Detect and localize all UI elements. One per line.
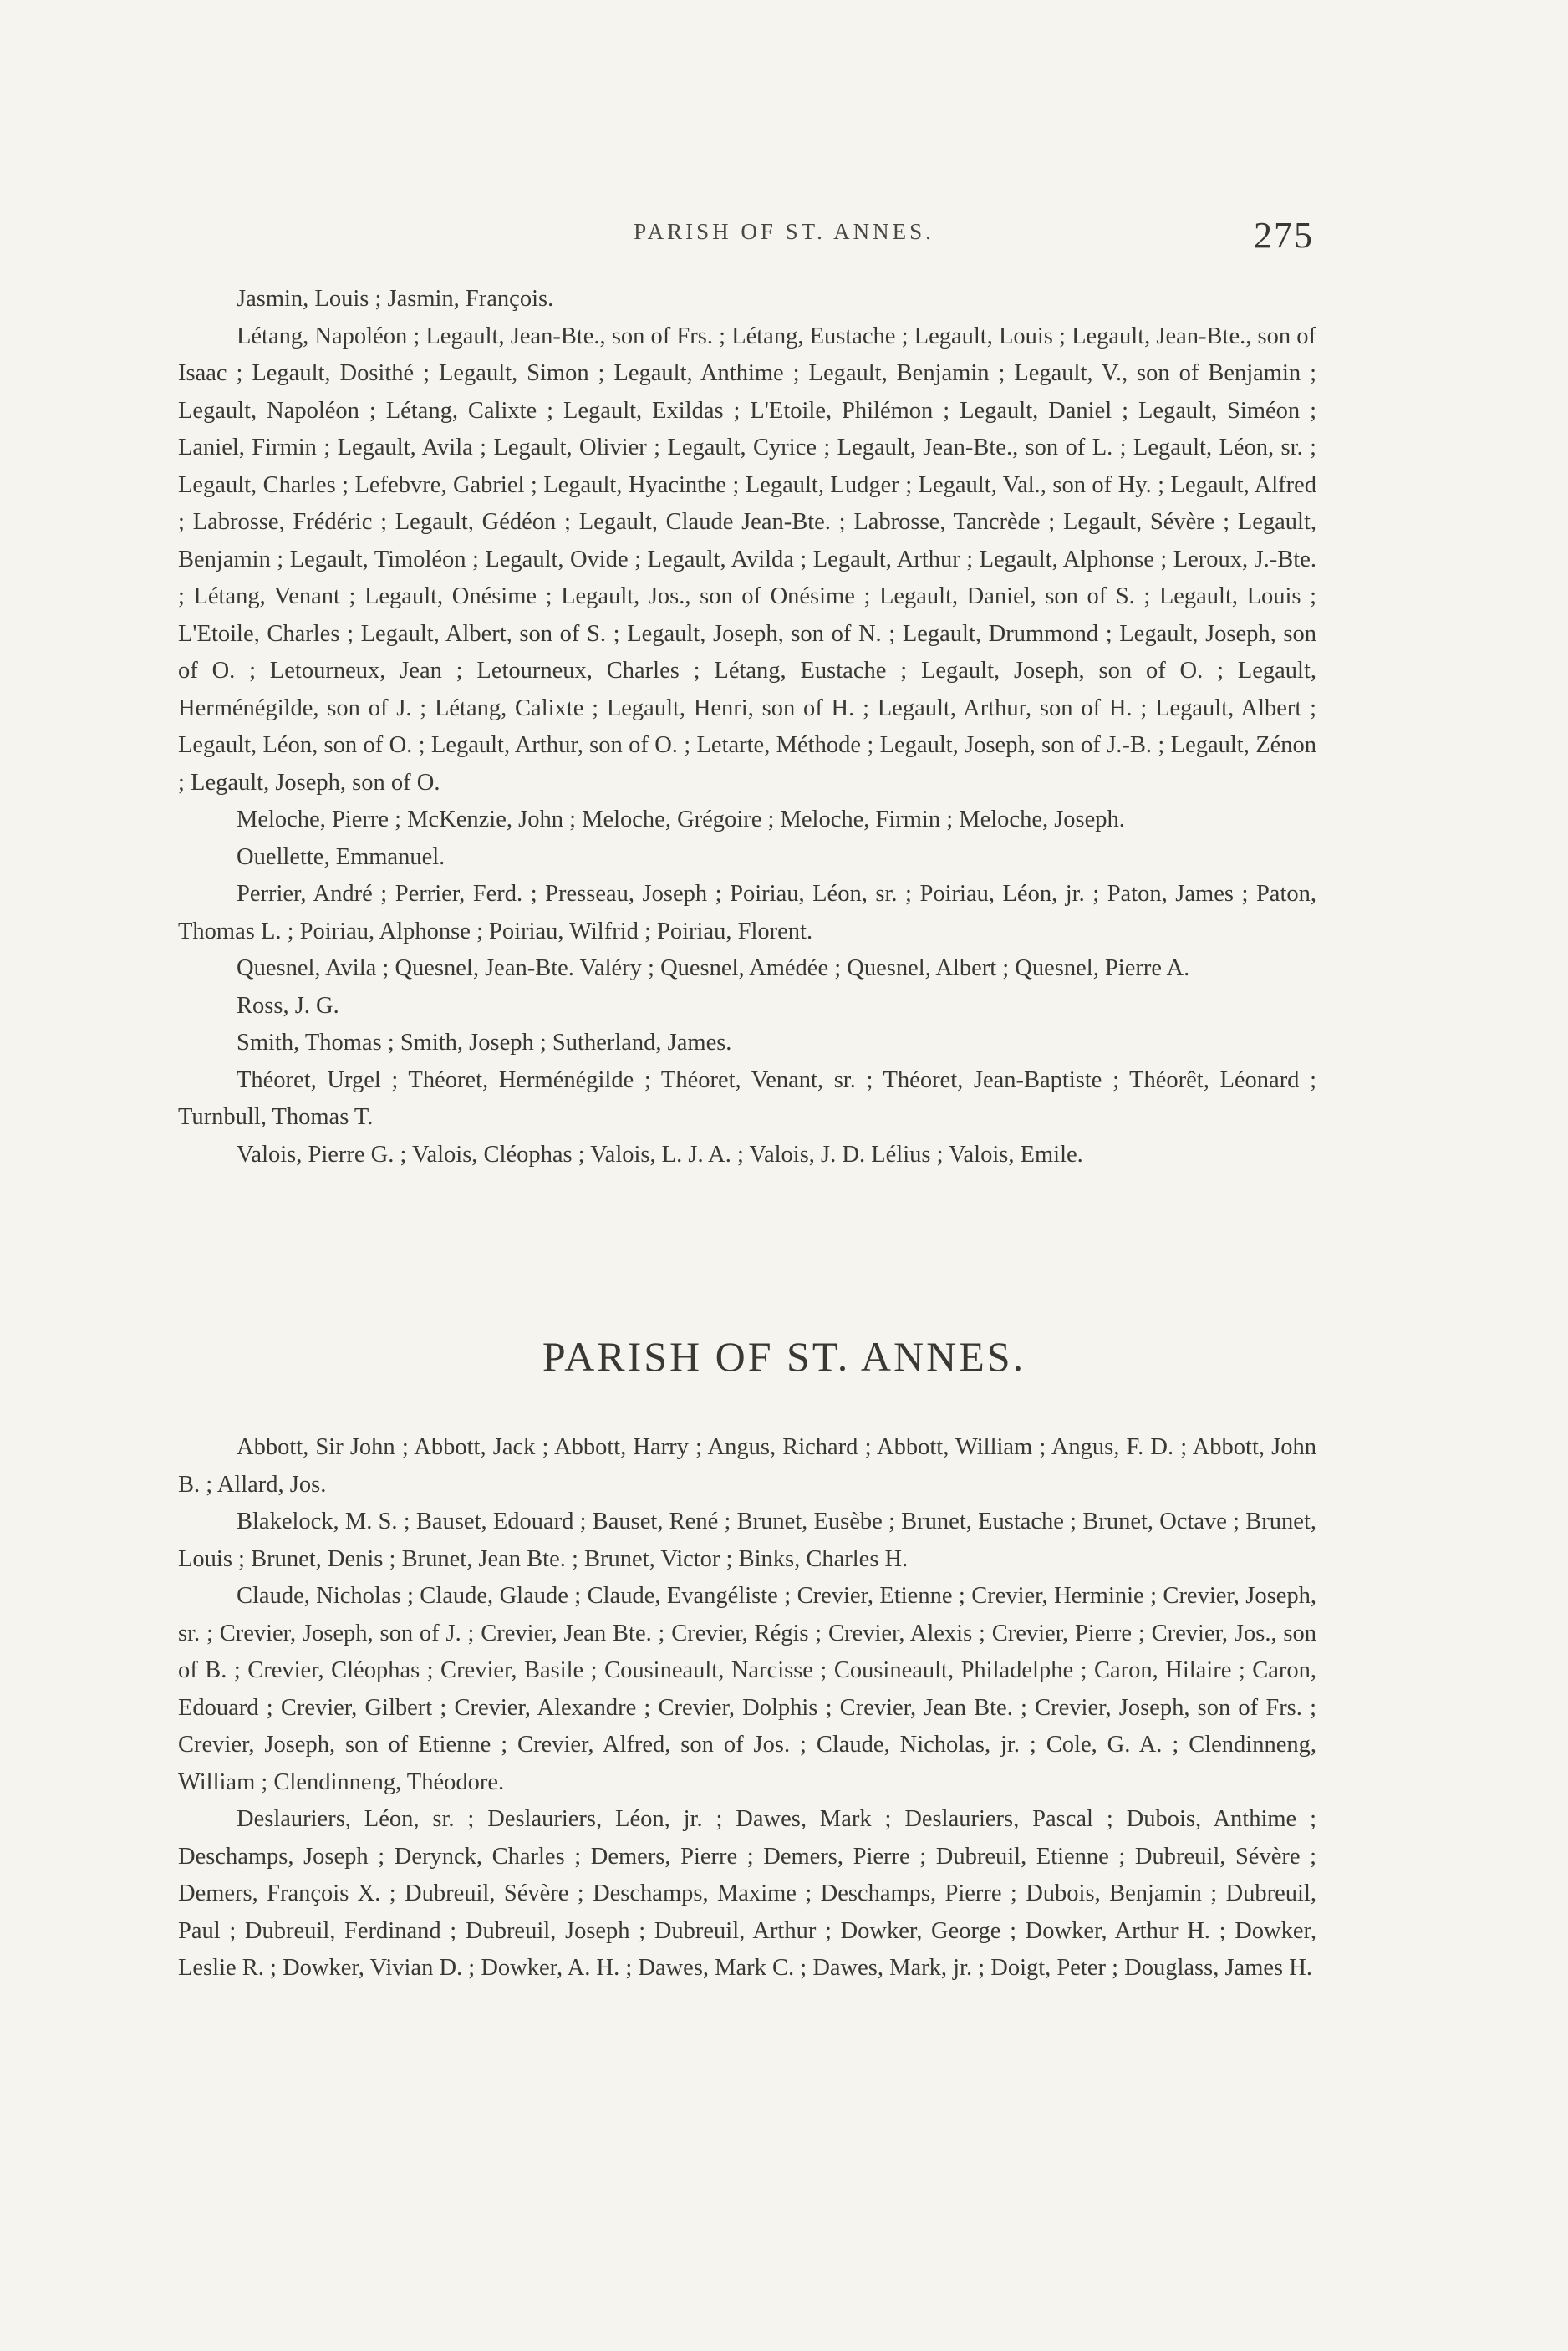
paragraph-p: Perrier, André ; Perrier, Ferd. ; Presseau, Joseph ; Poiriau, Léon, sr. ; Poiriau, Léon, jr. ; Paton, James ; Paton, Thomas L. ; Poiriau, Alphonse ; Poiriau, Wilfrid ; Poiriau, Florent. [178,881,1316,944]
paragraph-m: Meloche, Pierre ; McKenzie, John ; Meloche, Grégoire ; Meloche, Firmin ; Meloche, Joseph. [237,807,1125,832]
paragraph-c: Claude, Nicholas ; Claude, Glaude ; Claude, Evangéliste ; Crevier, Etienne ; Crevier, Herminie ; Crevier, Joseph, sr. ; Crevier, Joseph, son of J. ; Crevier, Jean Bte. ; Crevier, Régis ; Crevier, Alexis ; Crevier, Pierre ; Crevier, Jos., son of B. ; Crevier, Cléophas ; Crevier, Basile ; Cousineault, Narcisse ; Cousineault, Philadelphe ; Caron, Hilaire ; Caron, Edouard ; Crevier, Gilbert ; Crevier, Alexandre ; Crevier, Dolphis ; Crevier, Jean Bte. ; Crevier, Joseph, son of Frs. ; Crevier, Joseph, son of Etienne ; Crevier, Alfred, son of Jos. ; Claude, Nicholas, jr. ; Cole, G. A. ; Clendinneng, William ; Clendinneng, Théodore. [178,1583,1316,1795]
paragraph-r: Ross, J. G. [237,992,339,1019]
running-head [0,215,1568,256]
parish-of-st-annes-list [178,1429,1316,1987]
paragraph-d: Deslauriers, Léon, sr. ; Deslauriers, Léon, jr. ; Dawes, Mark ; Deslauriers, Pascal ; Dubois, Anthime ; Deschamps, Joseph ; Derynck, Charles ; Demers, Pierre ; Demers, Pierre ; Dubreuil, Etienne ; Dubreuil, Sévère ; Demers, François X. ; Dubreuil, Sévère ; Deschamps, Maxime ; Deschamps, Pierre ; Dubois, Benjamin ; Dubreuil, Paul ; Dubreuil, Ferdinand ; Dubreuil, Joseph ; Dubreuil, Arthur ; Dowker, George ; Dowker, Arthur H. ; Dowker, Leslie R. ; Dowker, Vivian D. ; Dowker, A. H. ; Dawes, Mark C. ; Dawes, Mark, jr. ; Doigt, Peter ; Douglass, James H. [178,1806,1316,1981]
paragraph-j: Jasmin, Louis ; Jasmin, François. [237,286,554,312]
paragraph-o: Ouellette, Emmanuel. [237,843,445,870]
parish-list-continued [178,281,1316,1173]
paragraph-l: Létang, Napoléon ; Legault, Jean-Bte., son of Frs. ; Létang, Eustache ; Legault, Louis ; Legault, Jean-Bte., son of Isaac ; Legault, Dosithé ; Legault, Simon ; Legault, Anthime ; Legault, Benjamin ; Legault, V., son of Benjamin ; Legault, Napoléon ; Létang, Calixte ; Legault, Exildas ; L'Etoile, Philémon ; Legault, Daniel ; Legault, Siméon ; Laniel, Firmin ; Legault, Avila ; Legault, Olivier ; Legault, Cyrice ; Legault, Jean-Bte., son of L. ; Legault, Léon, sr. ; Legault, Charles ; Lefebvre, Gabriel ; Legault, Hyacinthe ; Legault, Ludger ; Legault, Val., son of Hy. ; Legault, Alfred ; Labrosse, Frédéric ; Legault, Gédéon ; Legault, Claude Jean-Bte. ; Labrosse, Tancrède ; Legault, Sévère ; Legault, Benjamin ; Legault, Timoléon ; Legault, Ovide ; Legault, Avilda ; Legault, Arthur ; Legault, Alphonse ; Leroux, J.-Bte. ; Létang, Venant ; Legault, Onésime ; Legault, Jos., son of Onésime ; Legault, Daniel, son of S. ; Legault, Louis ; L'Etoile, Charles ; Legault, Albert, son of S. ; Legault, Joseph, son of N. ; Legault, Drummond ; Legault, Joseph, son of O. ; Letourneux, Jean ; Letourneux, Charles ; Létang, Eustache ; Legault, Joseph, son of O. ; Legault, Herménégilde, son of J. ; Létang, Calixte ; Legault, Henri, son of H. ; Legault, Arthur, son of H. ; Legault, Albert ; Legault, Léon, son of O. ; Legault, Arthur, son of O. ; Letarte, Méthode ; Legault, Joseph, son of J.-B. ; Legault, Zénon ; Legault, Joseph, son of O. [178,323,1316,796]
paragraph-q: Quesnel, Avila ; Quesnel, Jean-Bte. Valéry ; Quesnel, Amédée ; Quesnel, Albert ; Quesnel, Pierre A. [237,955,1190,981]
paragraph-a: Abbott, Sir John ; Abbott, Jack ; Abbott, Harry ; Angus, Richard ; Abbott, William ; Angus, F. D. ; Abbott, John B. ; Allard, Jos. [178,1434,1316,1498]
paragraph-s: Smith, Thomas ; Smith, Joseph ; Sutherland, James. [237,1030,732,1056]
running-title: PARISH OF ST. ANNES. [634,219,934,244]
paragraph-t: Théoret, Urgel ; Théoret, Herménégilde ; Théoret, Venant, sr. ; Théoret, Jean-Baptiste ; Théorêt, Léonard ; Turnbull, Thomas T. [178,1066,1316,1130]
paragraph-v: Valois, Pierre G. ; Valois, Cléophas ; Valois, L. J. A. ; Valois, J. D. Lélius ; Valois, Emile. [237,1141,1083,1168]
section-heading: PARISH OF ST. ANNES. [542,1333,1026,1380]
paragraph-b: Blakelock, M. S. ; Bauset, Edouard ; Bauset, René ; Brunet, Eusèbe ; Brunet, Eustache ; Brunet, Octave ; Brunet, Louis ; Brunet, Denis ; Brunet, Jean Bte. ; Brunet, Victor ; Binks, Charles H. [178,1509,1316,1572]
page-number: 275 [1254,215,1314,256]
